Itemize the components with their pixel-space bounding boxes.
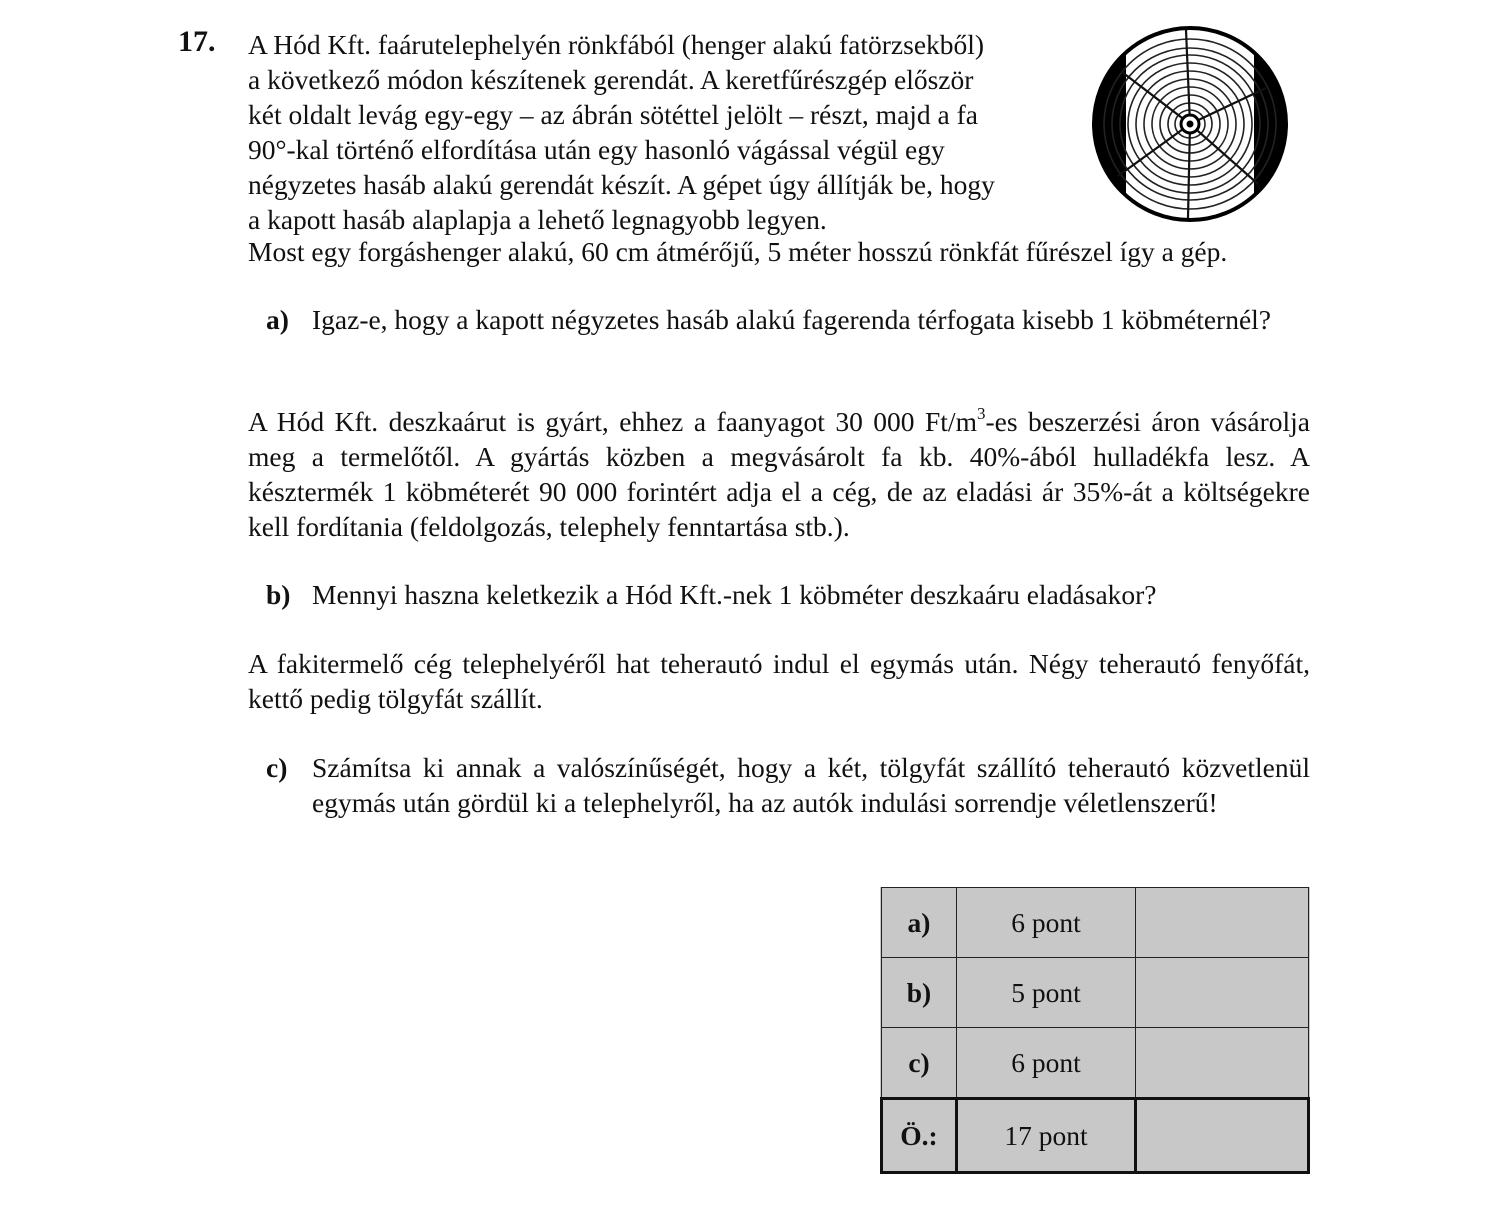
intro-line: két oldalt levág egy-egy – az ábrán sötéttel jelölt – részt, majd a fa [248, 99, 978, 130]
score-row-score-cell [1136, 1027, 1309, 1099]
score-row-label: b) [882, 957, 957, 1027]
question-a [266, 302, 1310, 337]
intro-line: a következő módon készítenek gerendát. A keretfűrészgép először [248, 64, 974, 95]
intro-last-line: Most egy forgáshenger alakú, 60 cm átmérőjű, 5 méter hosszú rönkfát fűrészel így a gép. [248, 236, 1228, 267]
score-row-score-cell [1136, 888, 1309, 958]
problem-intro [248, 27, 1066, 237]
question-text: Igaz-e, hogy a kapott négyzetes hasáb alakú fagerenda térfogata kisebb 1 köbméternél? [312, 304, 1272, 335]
score-total-score-cell [1136, 1099, 1309, 1173]
question-c [266, 750, 1310, 820]
question-label: b) [266, 579, 291, 610]
score-row-points: 6 pont [957, 888, 1136, 958]
score-row [882, 888, 1309, 958]
problem-number: 17. [178, 25, 216, 58]
score-row-points: 6 pont [957, 1027, 1136, 1099]
paragraph-text: A Hód Kft. deszkaárut is gyárt, ehhez a faanyagot 30 000 Ft/m [248, 406, 977, 437]
score-row-score-cell [1136, 957, 1309, 1027]
score-total-points: 17 pont [957, 1099, 1136, 1173]
score-row-points: 5 pont [957, 957, 1136, 1027]
question-label: c) [266, 752, 288, 783]
question-text: Mennyi haszna keletkezik a Hód Kft.-nek 1 köbméter deszkaáru eladásakor? [312, 579, 1157, 610]
intro-line: 90°-kal történő elfordítása után egy hasonló vágással végül egy [248, 134, 945, 165]
superscript: 3 [976, 403, 986, 423]
paragraph-teherauto: A fakitermelő cég telephelyéről hat teherautó indul el egymás után. Négy teherautó fenyőfát, kettő pedig tölgyfát szállít. [248, 648, 1310, 714]
paragraph-deszka [248, 404, 1310, 544]
score-row-label: c) [882, 1027, 957, 1099]
log-cross-section-icon [1088, 26, 1292, 222]
score-table [880, 887, 1310, 1174]
question-text: Számítsa ki annak a valószínűségét, hogy a két, tölgyfát szállító teherautó közvetlenül egymás után gördül ki a telephelyről, ha az autók indulási sorrendje véletlenszerű! [312, 752, 1310, 818]
paragraph-text: -es beszerzési áron vásárolja meg a termelőtől. A gyártás közben a megvásárolt fa kb. 40%-ából hulladékfa lesz. A késztermék 1 köbméterét 90 000 forintért adja el a cég, de az eladási ár 35%-át a költségekre kell fordítania (feldolgozás, telephely fenntartása stb.). [248, 406, 1310, 542]
score-total-row [882, 1099, 1309, 1173]
score-row [882, 957, 1309, 1027]
intro-line: A Hód Kft. faárutelephelyén rönkfából (henger alakú fatörzsekből) [248, 29, 985, 60]
question-b [266, 577, 1310, 612]
intro-line: négyzetes hasáb alakú gerendát készít. A gépet úgy állítják be, hogy [248, 169, 995, 200]
score-row-label: a) [882, 888, 957, 958]
intro-line: a kapott hasáb alaplapja a lehető legnagyobb legyen. [248, 204, 827, 235]
question-label: a) [266, 304, 289, 335]
score-row [882, 1027, 1309, 1099]
score-total-label: Ö.: [882, 1099, 957, 1173]
